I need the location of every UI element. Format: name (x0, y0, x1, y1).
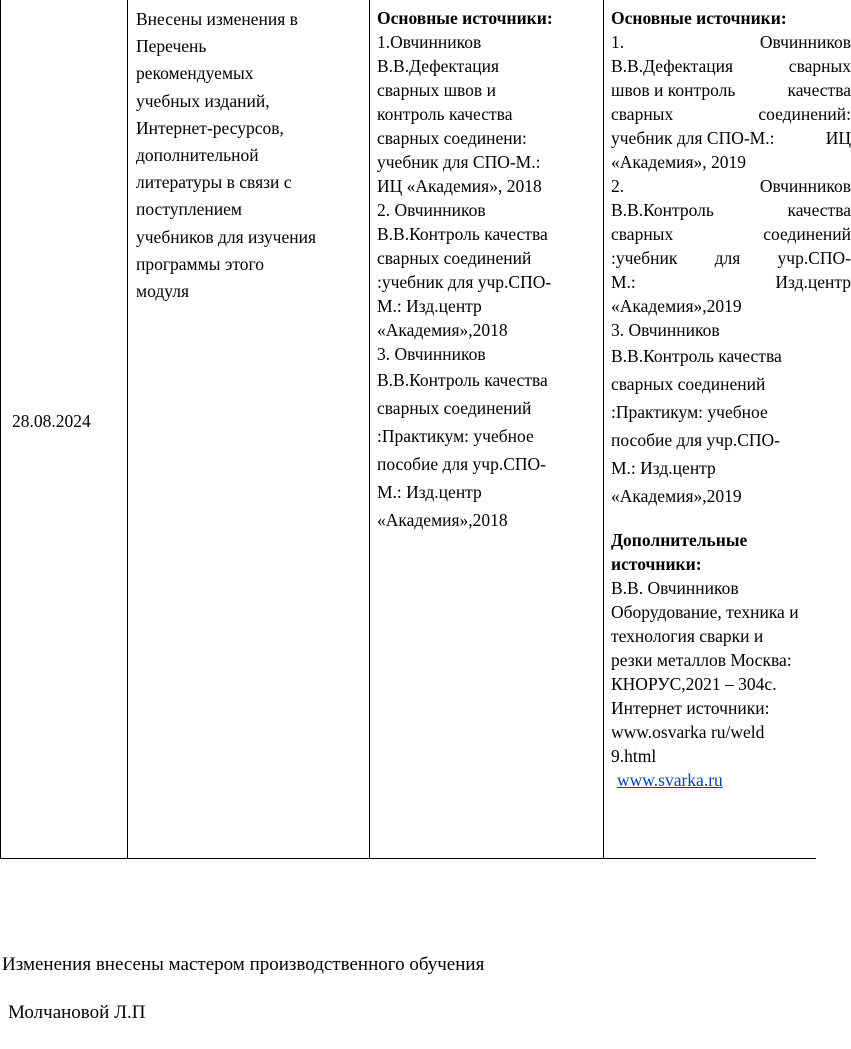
new-sources-heading: Основные источники: (611, 8, 787, 28)
new-source-line: сварных соединений: (611, 104, 851, 124)
old-source-line: сварных соединени: (377, 128, 527, 148)
table-border-col3 (603, 0, 604, 859)
extra-source-line: www.osvarka ru/weld (611, 722, 765, 742)
new-source-line: сварных соединений (611, 374, 766, 394)
date-cell: 28.08.2024 (12, 411, 91, 431)
change-line: модуля (136, 281, 189, 302)
table-border-col1 (127, 0, 128, 859)
table-border-left (0, 0, 1, 859)
new-source-line: :Практикум: учебное (611, 402, 768, 422)
old-source-line: сварных соединений (377, 398, 532, 418)
old-source-line: «Академия»,2018 (377, 510, 508, 530)
old-source-line: учебник для СПО-М.: (377, 152, 541, 172)
extra-sources-heading: источники: (611, 554, 702, 574)
new-source-line: «Академия»,2019 (611, 296, 742, 316)
extra-source-line: В.В. Овчинников (611, 578, 739, 598)
new-source-line: пособие для учр.СПО- (611, 430, 780, 450)
new-source-line: «Академия», 2019 (611, 152, 747, 172)
website-link[interactable]: www.svarka.ru (617, 770, 723, 790)
change-line: дополнительной (136, 145, 259, 166)
change-line: литературы в связи с (136, 172, 292, 193)
change-line: учебных изданий, (136, 90, 270, 111)
change-description-cell (136, 6, 364, 305)
extra-source-line: КНОРУС,2021 – 304с. (611, 674, 777, 694)
old-source-line: пособие для учр.СПО- (377, 454, 546, 474)
new-source-line: сварных соединений (611, 224, 851, 244)
old-source-line: В.В.Дефектация (377, 56, 500, 76)
old-source-line: 2. Овчинников (377, 200, 486, 220)
change-line: Перечень (136, 36, 207, 57)
old-source-line: В.В.Контроль качества (377, 224, 548, 244)
old-source-line: 3. Овчинников (377, 344, 486, 364)
new-source-line: В.В.Контроль качества (611, 200, 851, 220)
new-source-line: швов и контроль качества (611, 80, 851, 100)
extra-source-line: Интернет источники: (611, 698, 770, 718)
change-line: Интернет-ресурсов, (136, 117, 284, 138)
old-source-line: М.: Изд.центр (377, 482, 482, 502)
extra-source-line: резки металлов Москва: (611, 650, 792, 670)
footer-signature: Молчановой Л.П (8, 1002, 146, 1023)
old-source-line: ИЦ «Академия», 2018 (377, 176, 542, 196)
new-source-line: В.В.Дефектация сварных (611, 56, 851, 76)
new-source-line: :учебник для учр.СПО- (611, 248, 851, 268)
new-source-line: 1. Овчинников (611, 32, 851, 52)
old-source-line: :Практикум: учебное (377, 426, 534, 446)
old-source-line: «Академия»,2018 (377, 320, 508, 340)
change-line: поступлением (136, 199, 242, 220)
table-border-bottom (0, 858, 816, 859)
change-line: рекомендуемых (136, 63, 254, 84)
change-line: программы этого (136, 253, 265, 274)
old-source-line: В.В.Контроль качества (377, 370, 548, 390)
extra-source-line: 9.html (611, 746, 657, 766)
new-source-line: 2. Овчинников (611, 176, 851, 196)
old-source-line: сварных швов и (377, 80, 496, 100)
old-source-line: контроль качества (377, 104, 513, 124)
old-source-line: М.: Изд.центр (377, 296, 482, 316)
new-source-line: «Академия»,2019 (611, 486, 742, 506)
new-sources-cell (611, 6, 851, 792)
footer-note: Изменения внесены мастером производственного обучения (2, 954, 485, 975)
extra-source-line: технология сварки и (611, 626, 764, 646)
new-source-line: М.: Изд.центр (611, 272, 851, 292)
new-source-line: М.: Изд.центр (611, 458, 716, 478)
extra-source-line: Оборудование, техника и (611, 602, 799, 622)
old-source-line: 1.Овчинников (377, 32, 482, 52)
old-source-line: :учебник для учр.СПО- (377, 272, 552, 292)
new-source-line: В.В.Контроль качества (611, 346, 782, 366)
old-source-line: сварных соединений (377, 248, 532, 268)
new-source-line: учебник для СПО-М.: ИЦ (611, 128, 851, 148)
change-line: Внесены изменения в (136, 9, 298, 29)
new-source-line: 3. Овчинников (611, 320, 720, 340)
table-border-col2 (369, 0, 370, 859)
change-line: учебников для изучения (136, 226, 317, 247)
old-sources-heading: Основные источники: (377, 8, 553, 28)
extra-sources-heading: Дополнительные (611, 530, 748, 550)
old-sources-cell (377, 6, 595, 534)
